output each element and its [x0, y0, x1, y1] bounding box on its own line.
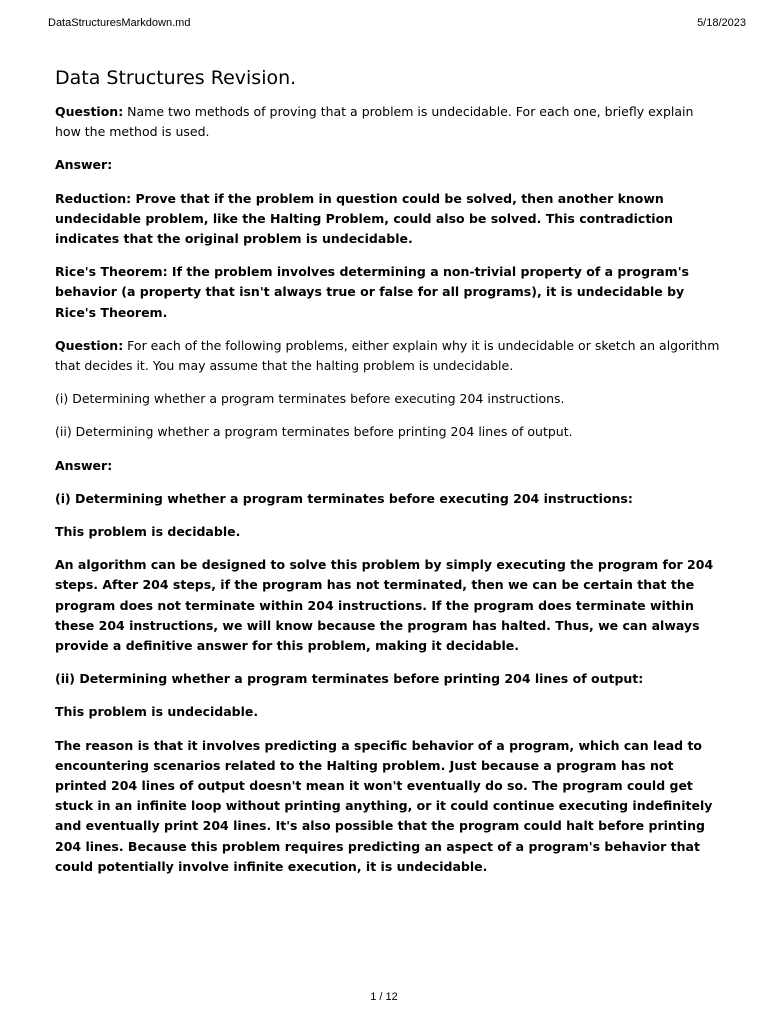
answer-i-verdict: This problem is decidable.: [55, 524, 241, 540]
document-title: Data Structures Revision.: [55, 67, 297, 89]
question-2-part-ii: (ii) Determining whether a program terminates before printing 204 lines of output.: [55, 424, 573, 440]
question-label: Question:: [55, 104, 124, 119]
question-2-part-i: (i) Determining whether a program terminates before executing 204 instructions.: [55, 391, 565, 407]
print-header: [48, 17, 746, 29]
answer-2-label: Answer:: [55, 457, 113, 473]
answer-ii-verdict: This problem is undecidable.: [55, 704, 259, 720]
question-text: Name two methods of proving that a problem is undecidable. For each one, briefly explain how the method is used.: [55, 104, 694, 140]
document-body: [55, 64, 720, 890]
answer-i-heading: (i) Determining whether a program terminates before executing 204 instructions:: [55, 490, 633, 506]
answer-reduction: Reduction: Prove that if the problem in question could be solved, then another known undecidable problem, like the Halting Problem, could also be solved. This contradiction indicates that the original problem is undecidable.: [55, 190, 674, 247]
answer-ii-heading: (ii) Determining whether a program terminates before printing 204 lines of output:: [55, 671, 644, 687]
question-2: [55, 336, 720, 376]
page-indicator: 1 / 12: [370, 991, 398, 1003]
question-text: For each of the following problems, either explain why it is undecidable or sketch an algorithm that decides it. You may assume that the halting problem is undecidable.: [55, 337, 720, 374]
answer-1-label: Answer:: [55, 157, 113, 173]
question-label: Question:: [55, 337, 124, 353]
print-date: 5/18/2023: [697, 17, 746, 29]
answer-rices-theorem: Rice's Theorem: If the problem involves determining a non-trivial property of a program's behavior (a property that isn't always true or false for all programs), it is undecidable by Rice's Theorem.: [55, 264, 689, 320]
file-name: DataStructuresMarkdown.md: [48, 17, 191, 29]
question-1: [55, 102, 720, 142]
answer-i-explanation: An algorithm can be designed to solve this problem by simply executing the program for 204 steps. After 204 steps, if the program has not terminated, then we can be certain that the program does not terminate within 204 instructions. If the program does terminate within these 204 instructions, we will know because the program has halted. Thus, we can always provide a definitive answer for this problem, making it decidable.: [55, 557, 714, 654]
answer-ii-explanation: The reason is that it involves predicting a specific behavior of a program, which can lead to encountering scenarios related to the Halting problem. Just because a program has not printed 204 lines of output doesn't mean it won't eventually do so. The program could get stuck in an infinite loop without printing anything, or it could continue executing indefinitely and eventually print 204 lines. It's also possible that the program could halt before printing 204 lines. Because this problem requires predicting an aspect of a program's behavior that could potentially involve infinite execution, it is undecidable.: [55, 737, 713, 874]
